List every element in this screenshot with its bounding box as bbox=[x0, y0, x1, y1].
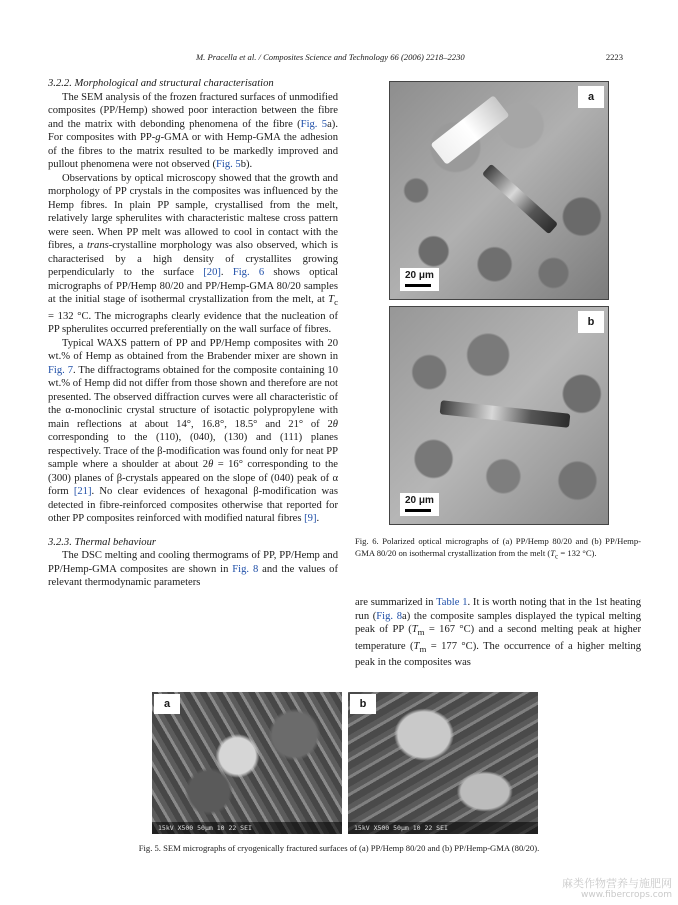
table1-link[interactable]: Table 1 bbox=[436, 597, 468, 608]
paragraph-optical-microscopy: Observations by optical microscopy showed that the growth and morphology of PP crystals in the composites was influenced by the Hemp fibres. In plain PP sample, crystallised from the melt, relatively large spherulites with characteristic maltese cross pattern were seen. When PP melt was allowed to cool in contact with the fibres, a trans-crystalline morphology was also observed, which is characterised by a high density of crystallites growing perpendicularly to the surface [20]. Fig. 6 shows optical micrographs of PP/Hemp 80/20 and PP/Hemp-GMA 80/20 samples at the initial stage of isothermal crystallization from the melt, at $T_c = 132$ °C. The micrographs clearly evidence that the nucleation of PP spherulites occurred preferentially on the wall surface of fibres. bbox=[48, 172, 338, 336]
citation-link[interactable]: [9] bbox=[304, 513, 317, 525]
panel-label: a bbox=[154, 694, 180, 714]
scale-bar: 20 μm bbox=[400, 493, 439, 516]
panel-label: a bbox=[578, 86, 604, 108]
paragraph-sem-analysis: The SEM analysis of the frozen fractured surfaces of unmodified composites (PP/Hemp) showed poor interaction between the fibre and the matrix with debonding phenomena of the fibre (Fig. 5a). For composites with PP-g-GMA or with Hemp-GMA the adhesion of the fibres to the matrix resulted to be markedly improved and pullout phenomena were not observed (Fig. 5b). bbox=[48, 91, 338, 170]
fig8-link[interactable]: Fig. 8 bbox=[232, 563, 259, 575]
fig5-sem-b bbox=[348, 692, 538, 834]
page-header bbox=[0, 52, 678, 66]
fibre-shape bbox=[440, 400, 571, 428]
paragraph-table-summary: are summarized in Table 1. It is worth noting that in the 1st heating run (Fig. 8a) the composite samples displayed the typical melting peak of PP ($T_m = 167$ °C) and a second melting peak at higher temperature ($T_m = 177$ °C). The occurrence of a higher melting peak in the composites was bbox=[355, 597, 642, 669]
sem-footer: 15kV X500 50μm 10 22 SEI bbox=[152, 822, 342, 834]
fig6-caption: Fig. 6. Polarized optical micrographs of (a) PP/Hemp 80/20 and (b) PP/Hemp-GMA 80/20 on isothermal crystallization from the melt ($T_c = 132$ °C). bbox=[355, 536, 641, 561]
fig5-caption: Fig. 5. SEM micrographs of cryogenically fractured surfaces of (a) PP/Hemp 80/20 and (b) PP/Hemp-GMA (80/20). bbox=[138, 843, 540, 853]
running-head: M. Pracella et al. / Composites Science and Technology 66 (2006) 2218–2230 bbox=[196, 52, 465, 62]
panel-label: b bbox=[578, 311, 604, 333]
sem-footer: 15kV X500 50μm 10 22 SEI bbox=[348, 822, 538, 834]
scale-bar: 20 μm bbox=[400, 268, 439, 291]
paragraph-waxs: Typical WAXS pattern of PP and PP/Hemp composites with 20 wt.% of Hemp as obtained from the Brabender mixer are shown in Fig. 7. The diffractograms obtained for the composite containing 10 wt.% of Hemp did not differ from those shown and therefore are not presented. The observed diffraction curves were all characteristic of the α-monoclinic crystal structure of isotactic polypropylene with main reflections at about 14°, 16.8°, 18.5° and 21° of 2θ corresponding to the (110), (040), (130) and (111) planes respectively. Trace of the β-modification was found only for neat PP sample where a shoulder at about 2θ = 16° corresponding to the (300) planes of β-crystals appeared on the slope of (040) peak of α form [21]. No clear evidences of hexagonal β-modification was detected in fibre-reinforced composites otherwise that reported for other PP composites reinforced with modified natural fibres [9]. bbox=[48, 337, 338, 525]
fig5-link[interactable]: Fig. 5 bbox=[215, 159, 241, 170]
fig8-link[interactable]: Fig. 8 bbox=[376, 610, 402, 622]
fibre-shape bbox=[482, 164, 558, 235]
fig5-sem-a bbox=[152, 692, 342, 834]
citation-link[interactable]: [20] bbox=[203, 267, 221, 278]
fibre-shape bbox=[430, 95, 509, 165]
section-heading-3-2-3: 3.2.3. Thermal behaviour bbox=[48, 536, 156, 548]
fig6-micrograph-b bbox=[389, 306, 609, 525]
fig7-link[interactable]: Fig. 7 bbox=[48, 364, 73, 376]
page-number: 2223 bbox=[605, 52, 623, 62]
section-heading-3-2-2: 3.2.2. Morphological and structural characterisation bbox=[48, 78, 274, 89]
fig5-link[interactable]: Fig. 5 bbox=[300, 118, 328, 130]
panel-label: b bbox=[350, 694, 376, 714]
left-column bbox=[48, 77, 338, 590]
citation-link[interactable]: [21] bbox=[73, 486, 92, 498]
fig6-link[interactable]: Fig. 6 bbox=[232, 267, 265, 278]
fig6-micrograph-a bbox=[389, 81, 609, 300]
site-watermark: 麻类作物营养与施肥网 www.fibercrops.com bbox=[562, 877, 672, 900]
paragraph-dsc: The DSC melting and cooling thermograms of PP, PP/Hemp and PP/Hemp-GMA composites are shown in Fig. 8 and the values of relevant thermodynamic parameters bbox=[48, 550, 338, 589]
right-column bbox=[355, 596, 641, 670]
